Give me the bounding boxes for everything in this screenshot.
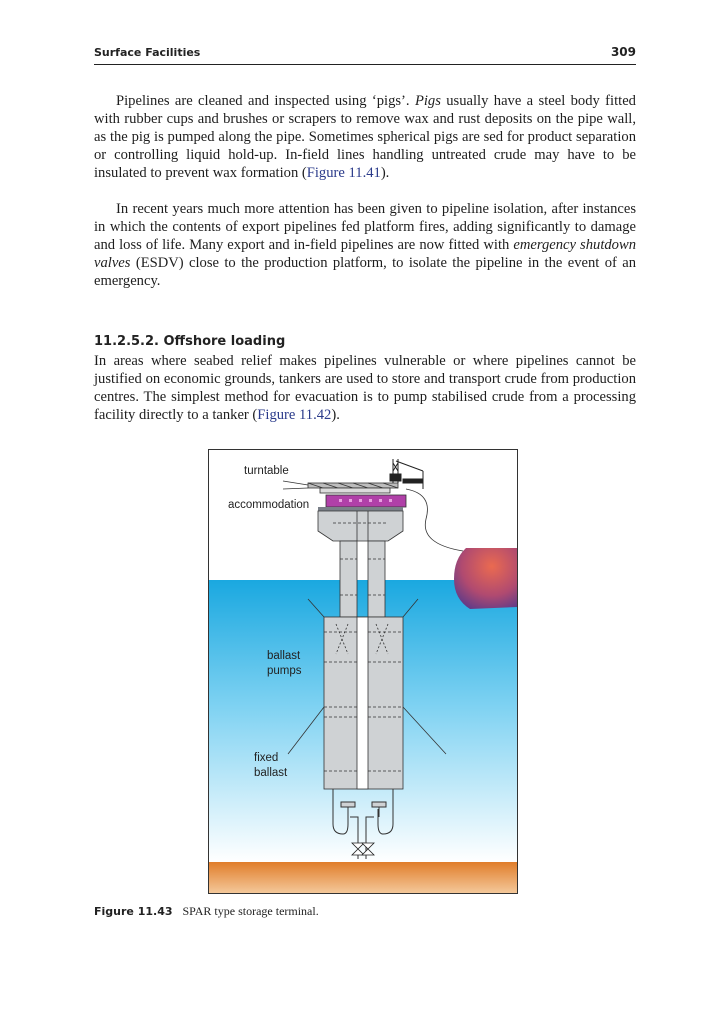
text-run: Pipelines are cleaned and inspected using ‘pigs’.: [116, 93, 415, 109]
label-ballast-pumps-line2: pumps: [267, 665, 302, 677]
figure-number: Figure 11.43: [94, 905, 173, 918]
text-run: ).: [380, 165, 390, 181]
label-fixed-ballast-line1: fixed: [254, 752, 279, 764]
label-turntable: turntable: [244, 465, 289, 477]
text-run: usually have a steel body fitted with rubber cups and brushes or scrapers to remove wax and rust deposits on the pipe wall, as the pig is pumped along the pipe. Sometimes spherical pigs are sed for product separation or controlling liquid hold-up. In-field lines handling untreated crude may have to be insulated to prevent wax formation (: [94, 93, 636, 181]
italic-term: Pigs: [414, 93, 441, 109]
figure-caption-text: SPAR type storage terminal.: [182, 904, 319, 918]
page-number: 309: [610, 45, 636, 59]
spar-terminal-figure: [208, 449, 518, 894]
label-fixed-ballast-line2: ballast: [254, 767, 288, 779]
seabed: [209, 862, 517, 893]
upper-hull: [318, 511, 403, 541]
accommodation-block: [318, 495, 406, 511]
text-run: In areas where seabed relief makes pipelines vulnerable or where pipelines cannot be justified on economic grounds, tankers are used to store and transport crude from production centres. The simplest method for evacuation is to pump stabilised crude from a processing facility directly to a tanker (: [94, 353, 636, 423]
running-header: [94, 44, 636, 65]
figure-reference-link[interactable]: Figure 11.42: [257, 407, 332, 423]
figure-caption: [94, 904, 319, 919]
section-heading: 11.2.5.2. Offshore loading: [94, 334, 286, 349]
text-run: (ESDV) close to the production platform, to isolate the pipeline in the event of an emergency.: [94, 255, 636, 289]
italic-term: emergency shutdown valves: [94, 237, 636, 271]
text-run: ).: [331, 407, 340, 423]
label-accommodation: accommodation: [228, 499, 310, 511]
label-ballast-pumps-line1: ballast: [267, 650, 301, 662]
text-run: In recent years much more attention has been given to pipeline isolation, after instances in which the contents of export pipelines fed platform fires, adding significantly to damage and loss of life. Many export and in-field pipelines are now fitted with: [94, 201, 636, 253]
tanker: [454, 548, 517, 609]
figure-reference-link[interactable]: Figure 11.41: [306, 165, 381, 181]
paragraph-offshore-loading: [94, 352, 636, 424]
paragraph-pigs: [94, 92, 636, 182]
lower-hull: [324, 617, 403, 789]
running-header-section: Surface Facilities: [94, 46, 201, 59]
paragraph-isolation: [94, 200, 636, 290]
